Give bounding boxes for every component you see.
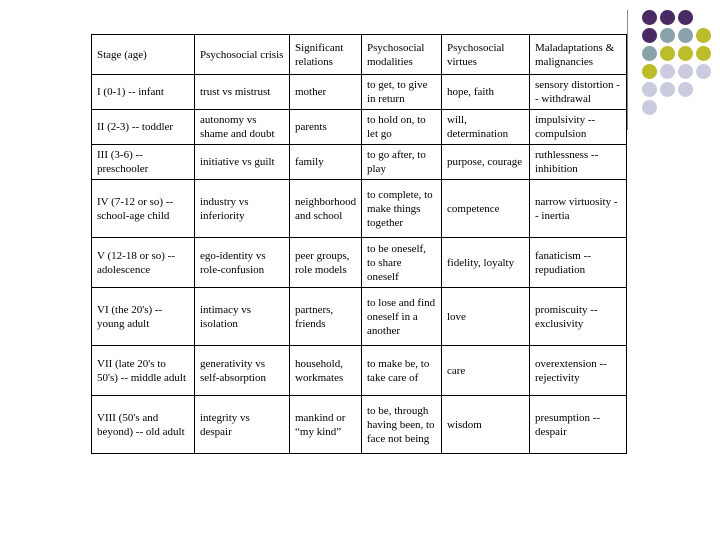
table-cell: family	[290, 145, 362, 180]
table-cell: IV (7-12 or so) -- school-age child	[92, 180, 195, 238]
decor-dot	[678, 46, 693, 61]
table-cell: trust vs mistrust	[195, 75, 290, 110]
decor-dot	[678, 64, 693, 79]
table-cell: ruthlessness -- inhibition	[530, 145, 627, 180]
table-cell: II (2-3) -- toddler	[92, 110, 195, 145]
decor-dot	[660, 82, 675, 97]
table-cell: I (0-1) -- infant	[92, 75, 195, 110]
decor-dot	[642, 100, 657, 115]
table-cell: presumption -- despair	[530, 396, 627, 454]
column-header: Significant relations	[290, 35, 362, 75]
decorative-dot-grid	[642, 10, 720, 120]
decor-dot	[642, 10, 657, 25]
table-cell: to be, through having been, to face not being	[362, 396, 442, 454]
table-cell: V (12-18 or so) -- adolescence	[92, 238, 195, 288]
table-cell: VII (late 20's to 50's) -- middle adult	[92, 346, 195, 396]
decor-dot	[660, 28, 675, 43]
decor-dot	[642, 46, 657, 61]
table-cell: parents	[290, 110, 362, 145]
table-cell: mankind or “my kind”	[290, 396, 362, 454]
table-cell: care	[442, 346, 530, 396]
table-cell: will, determination	[442, 110, 530, 145]
table-cell: generativity vs self-absorption	[195, 346, 290, 396]
table-cell: integrity vs despair	[195, 396, 290, 454]
table-cell: to lose and find oneself in a another	[362, 288, 442, 346]
table-row	[92, 145, 627, 180]
table-cell: to get, to give in return	[362, 75, 442, 110]
table-cell: sensory distortion -- withdrawal	[530, 75, 627, 110]
column-header: Maladaptations & malignancies	[530, 35, 627, 75]
table-header-row	[92, 35, 627, 75]
decor-dot	[678, 82, 693, 97]
table-cell: intimacy vs isolation	[195, 288, 290, 346]
table-cell: fanaticism -- repudiation	[530, 238, 627, 288]
table-row	[92, 110, 627, 145]
table-cell: to complete, to make things together	[362, 180, 442, 238]
decor-dot	[696, 64, 711, 79]
table-cell: fidelity, loyalty	[442, 238, 530, 288]
decor-dot	[660, 46, 675, 61]
table-cell: hope, faith	[442, 75, 530, 110]
table-cell: VI (the 20's) -- young adult	[92, 288, 195, 346]
erikson-stages-table	[91, 34, 627, 454]
table-cell: household, workmates	[290, 346, 362, 396]
table-cell: autonomy vs shame and doubt	[195, 110, 290, 145]
table-cell: to make be, to take care of	[362, 346, 442, 396]
table-cell: love	[442, 288, 530, 346]
decor-dot	[660, 64, 675, 79]
table-cell: narrow virtuosity -- inertia	[530, 180, 627, 238]
table-cell: partners, friends	[290, 288, 362, 346]
divider-line	[627, 10, 628, 130]
table-cell: initiative vs guilt	[195, 145, 290, 180]
table-cell: to hold on, to let go	[362, 110, 442, 145]
table-cell: competence	[442, 180, 530, 238]
decor-dot	[678, 28, 693, 43]
table-cell: impulsivity -- compulsion	[530, 110, 627, 145]
table-row	[92, 180, 627, 238]
table-cell: neighborhood and school	[290, 180, 362, 238]
column-header: Psychosocial modalities	[362, 35, 442, 75]
table-row	[92, 288, 627, 346]
decor-dot	[642, 82, 657, 97]
table-cell: to go after, to play	[362, 145, 442, 180]
table-cell: wisdom	[442, 396, 530, 454]
table-row	[92, 238, 627, 288]
table-cell: mother	[290, 75, 362, 110]
table-cell: promiscuity -- exclusivity	[530, 288, 627, 346]
table-cell: peer groups, role models	[290, 238, 362, 288]
table-row	[92, 346, 627, 396]
column-header: Psychosocial virtues	[442, 35, 530, 75]
table-cell: industry vs inferiority	[195, 180, 290, 238]
decor-dot	[642, 28, 657, 43]
table-row	[92, 75, 627, 110]
table-cell: overextension -- rejectivity	[530, 346, 627, 396]
decor-dot	[642, 64, 657, 79]
table-row	[92, 396, 627, 454]
decor-dot	[696, 28, 711, 43]
table-cell: to be oneself, to share oneself	[362, 238, 442, 288]
decor-dot	[696, 46, 711, 61]
table-cell: VIII (50's and beyond) -- old adult	[92, 396, 195, 454]
column-header: Stage (age)	[92, 35, 195, 75]
table-cell: ego-identity vs role-confusion	[195, 238, 290, 288]
table-cell: III (3-6) -- preschooler	[92, 145, 195, 180]
table-cell: purpose, courage	[442, 145, 530, 180]
decor-dot	[660, 10, 675, 25]
decor-dot	[678, 10, 693, 25]
column-header: Psychosocial crisis	[195, 35, 290, 75]
